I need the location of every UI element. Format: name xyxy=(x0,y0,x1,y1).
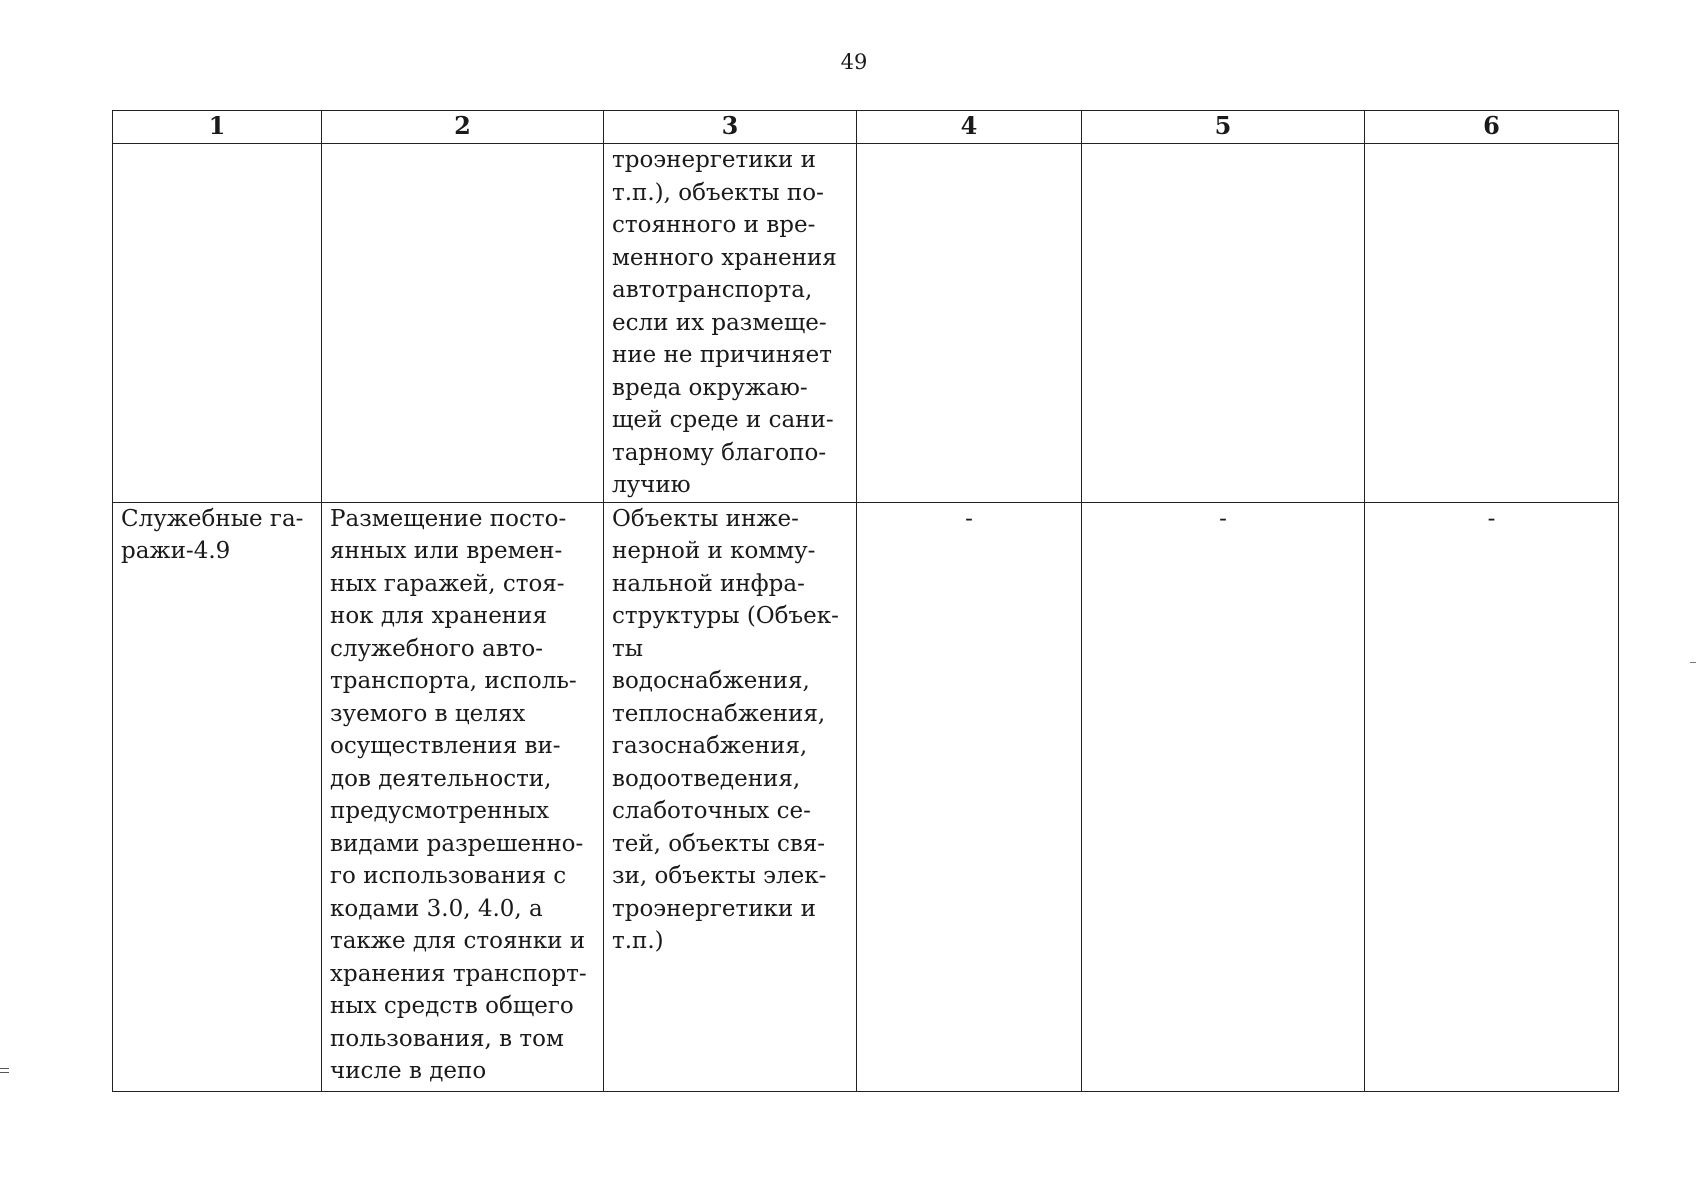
cell-text: Размещение посто- янных или времен- ных гаражей, стоя- нок для хранения служебного авто- транспорта, исполь- зуемого в целях осуществления ви- дов деятельности, предусмотренных видами разрешенно- го использования с кодами 3.0, 4.0, а также для стоянки и хранения транспорт- ных средств общего пользования, в том числе в депо xyxy=(330,505,587,1084)
cell-type-name xyxy=(113,144,322,503)
column-header-5: 5 xyxy=(1082,111,1365,144)
cell-text: - xyxy=(965,505,973,532)
cell-col6 xyxy=(1365,502,1619,1091)
zoning-table xyxy=(112,110,1619,1092)
table-row xyxy=(113,502,1619,1091)
cell-auxiliary-uses xyxy=(604,502,857,1091)
cell-text: - xyxy=(1219,505,1227,532)
column-header-6: 6 xyxy=(1365,111,1619,144)
cell-col5 xyxy=(1082,502,1365,1091)
cell-col5 xyxy=(1082,144,1365,503)
cell-text: - xyxy=(1487,505,1496,532)
cell-text: Объекты инже- нерной и комму- нальной инфра- структуры (Объек- ты водоснабжения, теплоснабжения, газоснабжения, водоотведения, слаботочных се- тей, объекты свя- зи, объекты элек- троэнергетики и т.п.) xyxy=(612,505,839,954)
cell-col6 xyxy=(1365,144,1619,503)
column-header-4: 4 xyxy=(857,111,1082,144)
column-header-2: 2 xyxy=(322,111,604,144)
page-number: 49 xyxy=(840,50,868,74)
cell-text: Служебные га- ражи-4.9 xyxy=(121,505,304,564)
scan-edge-mark xyxy=(1690,662,1696,663)
cell-description xyxy=(322,502,604,1091)
table-header-row xyxy=(113,111,1619,144)
cell-description xyxy=(322,144,604,503)
table-row-continuation xyxy=(113,144,1619,503)
cell-auxiliary-uses xyxy=(604,144,857,503)
cell-type-name xyxy=(113,502,322,1091)
scan-margin-mark xyxy=(0,1068,9,1077)
column-header-1: 1 xyxy=(113,111,322,144)
cell-col4 xyxy=(857,144,1082,503)
cell-text: троэнергетики и т.п.), объекты по- стоянного и вре- менного хранения автотранспорта, если их размеще- ние не причиняет вреда окружаю- щей среде и сани- тарному благопо- лучию xyxy=(612,147,837,498)
cell-col4 xyxy=(857,502,1082,1091)
column-header-3: 3 xyxy=(604,111,857,144)
